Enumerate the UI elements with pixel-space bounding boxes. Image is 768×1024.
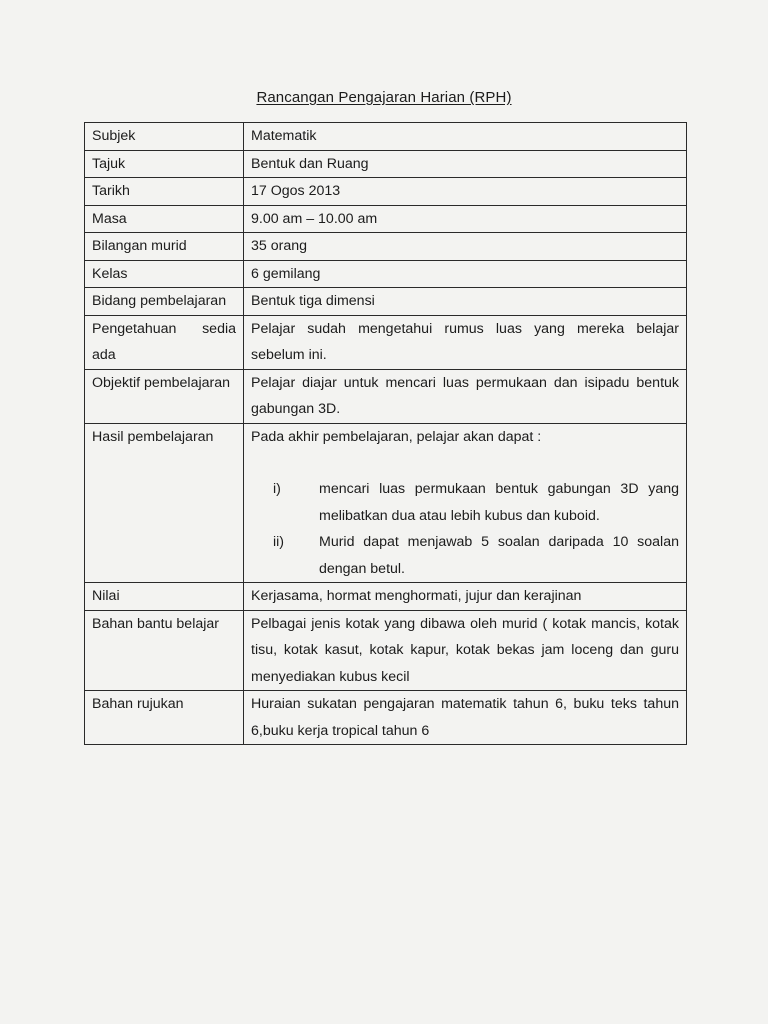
hasil-intro: Pada akhir pembelajaran, pelajar akan dapat :	[251, 428, 542, 445]
row-bilangan-murid	[85, 233, 687, 261]
value-tarikh: 17 Ogos 2013	[244, 178, 687, 206]
row-kelas	[85, 260, 687, 288]
list-item-number: i)	[273, 481, 281, 497]
list-item-text: Murid dapat menjawab 5 soalan daripada 10 soalan dengan betul.	[319, 534, 679, 577]
value-bidang-pembelajaran: Bentuk tiga dimensi	[244, 288, 687, 316]
label-hasil-pembelajaran: Hasil pembelajaran	[85, 423, 244, 583]
value-nilai: Kerjasama, hormat menghormati, jujur dan kerajinan	[244, 583, 687, 611]
list-item-number: ii)	[273, 534, 285, 550]
value-subjek: Matematik	[244, 123, 687, 151]
row-bahan-bantu-belajar	[85, 610, 687, 691]
value-hasil-pembelajaran	[244, 423, 687, 583]
row-pengetahuan-sedia-ada	[85, 315, 687, 369]
label-nilai: Nilai	[85, 583, 244, 611]
label-masa: Masa	[85, 205, 244, 233]
value-tajuk: Bentuk dan Ruang	[244, 150, 687, 178]
value-kelas: 6 gemilang	[244, 260, 687, 288]
hasil-spacer	[251, 450, 679, 476]
row-hasil-pembelajaran	[85, 423, 687, 583]
value-masa: 9.00 am – 10.00 am	[244, 205, 687, 233]
label-subjek: Subjek	[85, 123, 244, 151]
list-item	[251, 529, 679, 582]
value-bahan-rujukan: Huraian sukatan pengajaran matematik tahun 6, buku teks tahun 6,buku kerja tropical tahun 6	[244, 691, 687, 745]
rph-table	[84, 122, 687, 745]
label-objektif-pembelajaran: Objektif pembelajaran	[85, 369, 244, 423]
label-bahan-rujukan: Bahan rujukan	[85, 691, 244, 745]
row-tajuk	[85, 150, 687, 178]
row-subjek	[85, 123, 687, 151]
label-pengetahuan-sedia-ada: Pengetahuan sedia ada	[85, 315, 244, 369]
label-tajuk: Tajuk	[85, 150, 244, 178]
document-title: Rancangan Pengajaran Harian (RPH)	[256, 89, 512, 106]
row-tarikh	[85, 178, 687, 206]
row-masa	[85, 205, 687, 233]
label-kelas: Kelas	[85, 260, 244, 288]
value-bilangan-murid: 35 orang	[244, 233, 687, 261]
label-bilangan-murid: Bilangan murid	[85, 233, 244, 261]
value-objektif-pembelajaran: Pelajar diajar untuk mencari luas permukaan dan isipadu bentuk gabungan 3D.	[244, 369, 687, 423]
value-bahan-bantu-belajar: Pelbagai jenis kotak yang dibawa oleh murid ( kotak mancis, kotak tisu, kotak kasut, kotak kapur, kotak bekas jam loceng dan guru menyediakan kubus kecil	[244, 610, 687, 691]
label-bahan-bantu-belajar: Bahan bantu belajar	[85, 610, 244, 691]
row-bahan-rujukan	[85, 691, 687, 745]
row-bidang-pembelajaran	[85, 288, 687, 316]
value-pengetahuan-sedia-ada: Pelajar sudah mengetahui rumus luas yang mereka belajar sebelum ini.	[244, 315, 687, 369]
label-tarikh: Tarikh	[85, 178, 244, 206]
list-item	[251, 476, 679, 529]
row-nilai	[85, 583, 687, 611]
list-item-text: mencari luas permukaan bentuk gabungan 3D yang melibatkan dua atau lebih kubus dan kuboid.	[319, 481, 679, 524]
row-objektif-pembelajaran	[85, 369, 687, 423]
label-bidang-pembelajaran: Bidang pembelajaran	[85, 288, 244, 316]
